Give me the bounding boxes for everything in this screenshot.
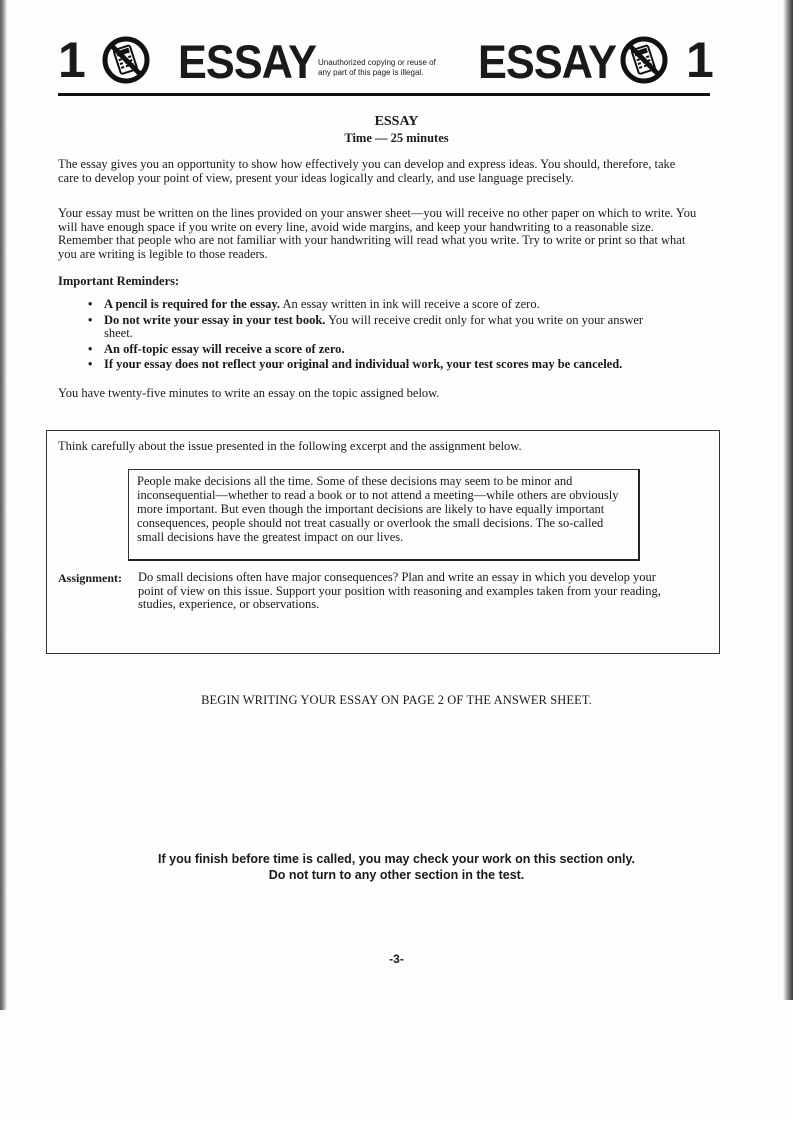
no-calculator-icon [620, 36, 668, 84]
binding-shadow-right [783, 0, 793, 1000]
reminder-text: You will receive credit only for what you write on your answer sheet. [104, 312, 644, 340]
section-time: Time — 25 minutes [344, 131, 449, 145]
reminder-bold: If your essay does not reflect your original and individual work, your test scores may be canceled. [104, 357, 623, 371]
intro-paragraph: Your essay must be written on the lines provided on your answer sheet—you will receive no other paper on which to write. You will have enough space if you write on every line, avoid wide margins, and keep your handwriting to a reasonable size. Remember that people who are not familiar with your handwriting will read what you write. Try to write or print so that what you are writing is legible to those readers. [58, 206, 697, 261]
header-title-right: ESSAY [478, 35, 617, 88]
reminders-list [88, 298, 668, 374]
notice-line-1: Unauthorized copying or reuse of [318, 58, 436, 67]
assignment-text: Do small decisions often have major consequences? Plan and write an essay in which you develop your point of view on this issue. Support your position with reasoning and examples taken from your reading, studies, experience, or observations. [138, 570, 661, 611]
time-note: You have twenty-five minutes to write an essay on the topic assigned below. [58, 386, 440, 400]
begin-writing-note: BEGIN WRITING YOUR ESSAY ON PAGE 2 OF THE ANSWER SHEET. [201, 693, 592, 707]
reminder-bold: Do not write your essay in your test book. [104, 312, 326, 327]
finish-note-line-2: Do not turn to any other section in the test. [268, 868, 525, 882]
reminder-bold: A pencil is required for the essay. [104, 297, 281, 311]
notice-line-2: any part of this page is illegal. [318, 68, 424, 77]
header-title-left: ESSAY [178, 35, 317, 88]
page-number: -3- [389, 952, 404, 966]
reminder-item [88, 343, 668, 357]
reminder-item [88, 358, 668, 372]
prompt-excerpt: People make decisions all the time. Some of these decisions may seem to be minor and inconsequential—whether to read a book or to not attend a meeting—while others are obviously more important. But even though the important decisions are likely to have equally important consequences, people should not treat casually or overlook the small decisions. The so-called small decisions have the greatest impact on our lives. [128, 469, 640, 561]
reminders-heading: Important Reminders: [58, 274, 180, 288]
intro-paragraph: The essay gives you an opportunity to show how effectively you can develop and express ideas. You should, therefore, take care to develop your point of view, present your ideas logically and clearly, and use language precisely. [58, 157, 676, 185]
reminder-bold: An off-topic essay will receive a score of zero. [104, 341, 345, 356]
assignment-label: Assignment: [58, 571, 123, 585]
reminder-item [88, 298, 668, 312]
reminder-item [88, 314, 668, 341]
header-rule [58, 93, 710, 96]
section-number-right: 1 [686, 32, 714, 88]
reminder-text: An essay written in ink will receive a score of zero. [280, 297, 540, 311]
section-number-left: 1 [58, 32, 86, 88]
prompt-intro: Think carefully about the issue presented in the following excerpt and the assignment below. [58, 439, 522, 453]
copyright-notice [318, 58, 468, 78]
section-title: ESSAY [374, 114, 419, 129]
no-calculator-icon [102, 36, 150, 84]
finish-note-line-1: If you finish before time is called, you may check your work on this section only. [158, 852, 635, 866]
